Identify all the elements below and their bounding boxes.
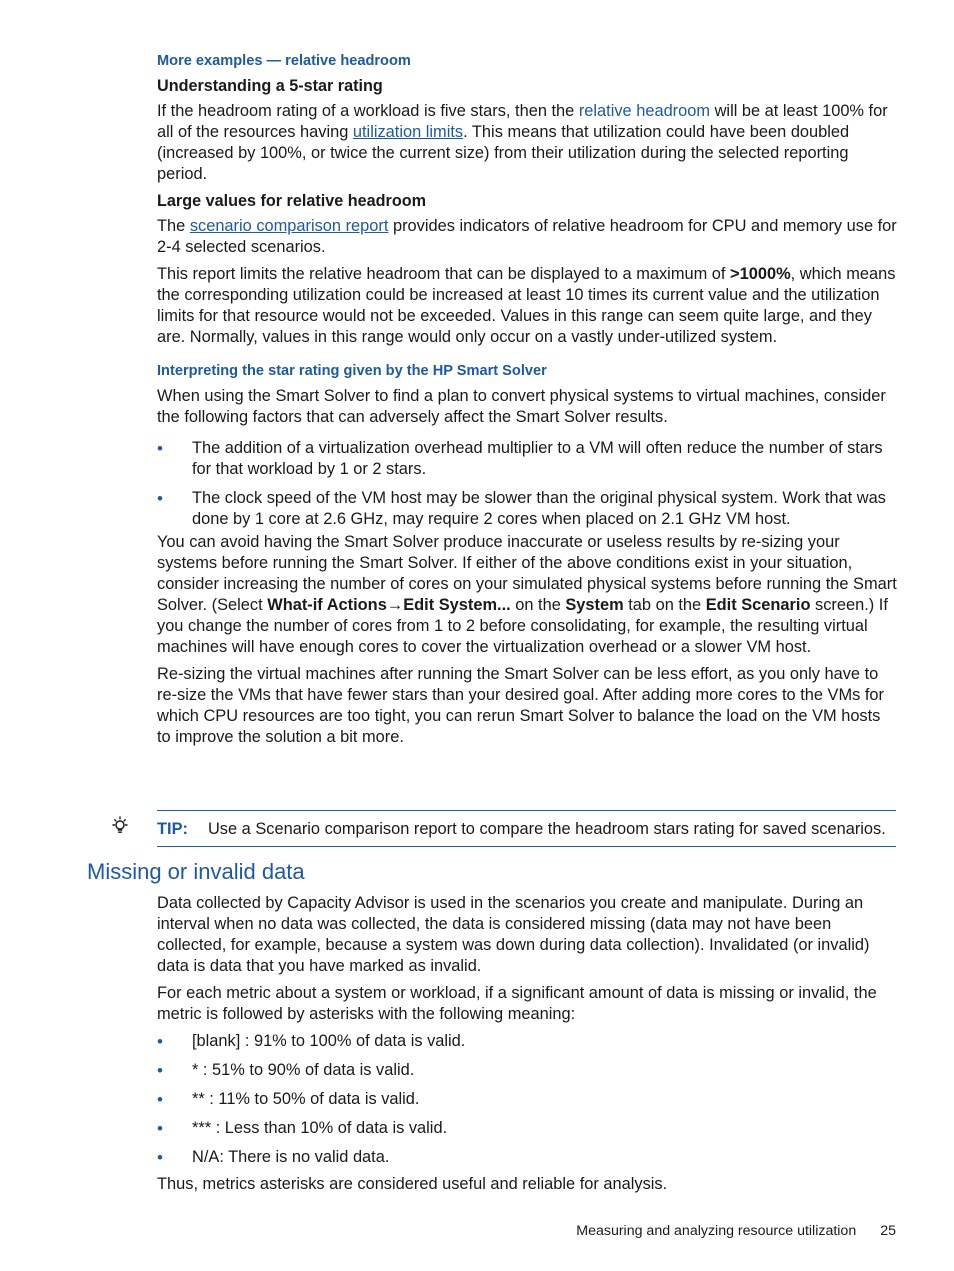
document-body <box>157 52 897 754</box>
list-item <box>157 1089 897 1110</box>
page-footer <box>576 1223 896 1239</box>
paragraph-5star <box>157 101 897 185</box>
bullet-dot: • <box>157 439 163 458</box>
asterisk-meaning-list <box>157 1031 897 1168</box>
menu-path-text: What-if Actions <box>267 596 387 614</box>
list-item <box>157 1147 897 1168</box>
factor-list <box>157 438 897 530</box>
utilization-limits-link[interactable]: utilization limits <box>352 123 464 141</box>
bullet-dot: • <box>157 489 163 508</box>
list-item-text: The clock speed of the VM host may be slower than the original physical system. Work that was done by 1 core at 2.6 GHz, may require 2 cores when placed on 2.1 GHz VM host. <box>192 489 886 528</box>
bullet-dot: • <box>157 1148 163 1167</box>
paragraph-conclusion: Thus, metrics asterisks are considered useful and reliable for analysis. <box>157 1175 668 1193</box>
paragraph-report-limits <box>157 264 897 348</box>
list-item-text: [blank] : 91% to 100% of data is valid. <box>192 1032 466 1050</box>
section-title-missing-data: Missing or invalid data <box>87 859 305 884</box>
bullet-dot: • <box>157 1032 163 1051</box>
text-run: , which means the corresponding utilization could be increased at least 10 times its current value and the utilization limits for that resource would not be exceeded. Values in this range can seem quite large, and they are. Normally, values in this range would only occur on a vastly under-utilized system. <box>157 265 896 346</box>
list-item-text: The addition of a virtualization overhead multiplier to a VM will often reduce the number of stars for that workload by 1 or 2 stars. <box>192 439 883 478</box>
list-item-text: ** : 11% to 50% of data is valid. <box>192 1090 420 1108</box>
screen-name-text: Edit Scenario <box>705 596 811 614</box>
relative-headroom-link[interactable]: relative headroom <box>578 102 711 120</box>
list-item <box>157 1031 897 1052</box>
tip-content <box>157 820 886 839</box>
paragraph-comparison-report <box>157 216 897 258</box>
text-run: This report limits the relative headroom that can be displayed to a maximum of <box>157 265 731 283</box>
tab-name-text: System <box>565 596 624 614</box>
text-run: You can avoid having the Smart Solver produce inaccurate or useless results by re-sizing your systems before running the Smart Solver. If either of the above conditions exist in your situation, consider increasing the number of cores on your simulated physical systems before running the Smart Solver. (Select <box>157 533 897 614</box>
subheading-5star: Understanding a 5-star rating <box>157 77 383 95</box>
list-item <box>157 438 897 480</box>
list-item <box>157 1118 897 1139</box>
tip-text: Use a Scenario comparison report to compare the headroom stars rating for saved scenarios. <box>207 820 886 838</box>
tip-box <box>157 810 896 847</box>
paragraph-smart-solver: When using the Smart Solver to find a plan to convert physical systems to virtual machines, consider the following factors that can adversely affect the Smart Solver results. <box>157 387 886 426</box>
bold-text: >1000% <box>730 265 791 283</box>
paragraph-asterisks-intro: For each metric about a system or workload, if a significant amount of data is missing or invalid, the metric is followed by asterisks with the following meaning: <box>157 984 877 1023</box>
bullet-dot: • <box>157 1090 163 1109</box>
footer-title: Measuring and analyzing resource utilization <box>576 1223 857 1239</box>
paragraph-resizing-vms: Re-sizing the virtual machines after running the Smart Solver can be less effort, as you only have to re-size the VMs that have fewer stars than your desired goal. After adding more cores to the VMs for which CPU resources are too tight, you can rerun Smart Solver to balance the load on the VM hosts to improve the solution a bit more. <box>157 665 884 746</box>
arrow-glyph: → <box>386 596 404 614</box>
menu-path-text: Edit System... <box>403 596 511 614</box>
list-item-text: *** : Less than 10% of data is valid. <box>192 1119 448 1137</box>
text-run: If the headroom rating of a workload is five stars, then the <box>157 102 579 120</box>
subheading-interpreting: Interpreting the star rating given by the HP Smart Solver <box>157 363 547 379</box>
lightbulb-icon <box>109 815 131 837</box>
subheading-more-examples: More examples — relative headroom <box>157 53 411 69</box>
list-item <box>157 1060 897 1081</box>
paragraph-resizing <box>157 532 897 658</box>
bullet-dot: • <box>157 1119 163 1138</box>
list-item <box>157 488 897 530</box>
text-run: tab on the <box>623 596 706 614</box>
text-run: screen.) If you change the number of cores from 1 to 2 before consolidating, for example, the resulting virtual machines will have enough cores to cover the virtualization overhead or a slower VM host. <box>157 596 888 656</box>
text-run: The <box>157 217 190 235</box>
scenario-comparison-report-link[interactable]: scenario comparison report <box>189 217 389 235</box>
list-item-text: N/A: There is no valid data. <box>192 1148 390 1166</box>
text-run: on the <box>510 596 566 614</box>
bullet-dot: • <box>157 1061 163 1080</box>
paragraph-data-collected: Data collected by Capacity Advisor is used in the scenarios you create and manipulate. During an interval when no data was collected, the data is considered missing (data may not have been collected, for example, because a system was down during data collection). Invalidated (or invalid) data is data that you have marked as invalid. <box>157 894 870 975</box>
list-item-text: * : 51% to 90% of data is valid. <box>192 1061 415 1079</box>
page-number: 25 <box>880 1223 896 1239</box>
text-run: provides indicators of relative headroom for CPU and memory use for 2-4 selected scenarios. <box>157 217 897 256</box>
missing-data-section <box>157 893 897 1201</box>
tip-label: TIP: <box>157 820 188 838</box>
text-run: . This means that utilization could have been doubled (increased by 100%, or twice the current size) from their utilization during the selected reporting period. <box>157 123 850 183</box>
subheading-large-values: Large values for relative headroom <box>157 192 426 210</box>
text-run: will be at least 100% for all of the resources having <box>157 102 888 141</box>
